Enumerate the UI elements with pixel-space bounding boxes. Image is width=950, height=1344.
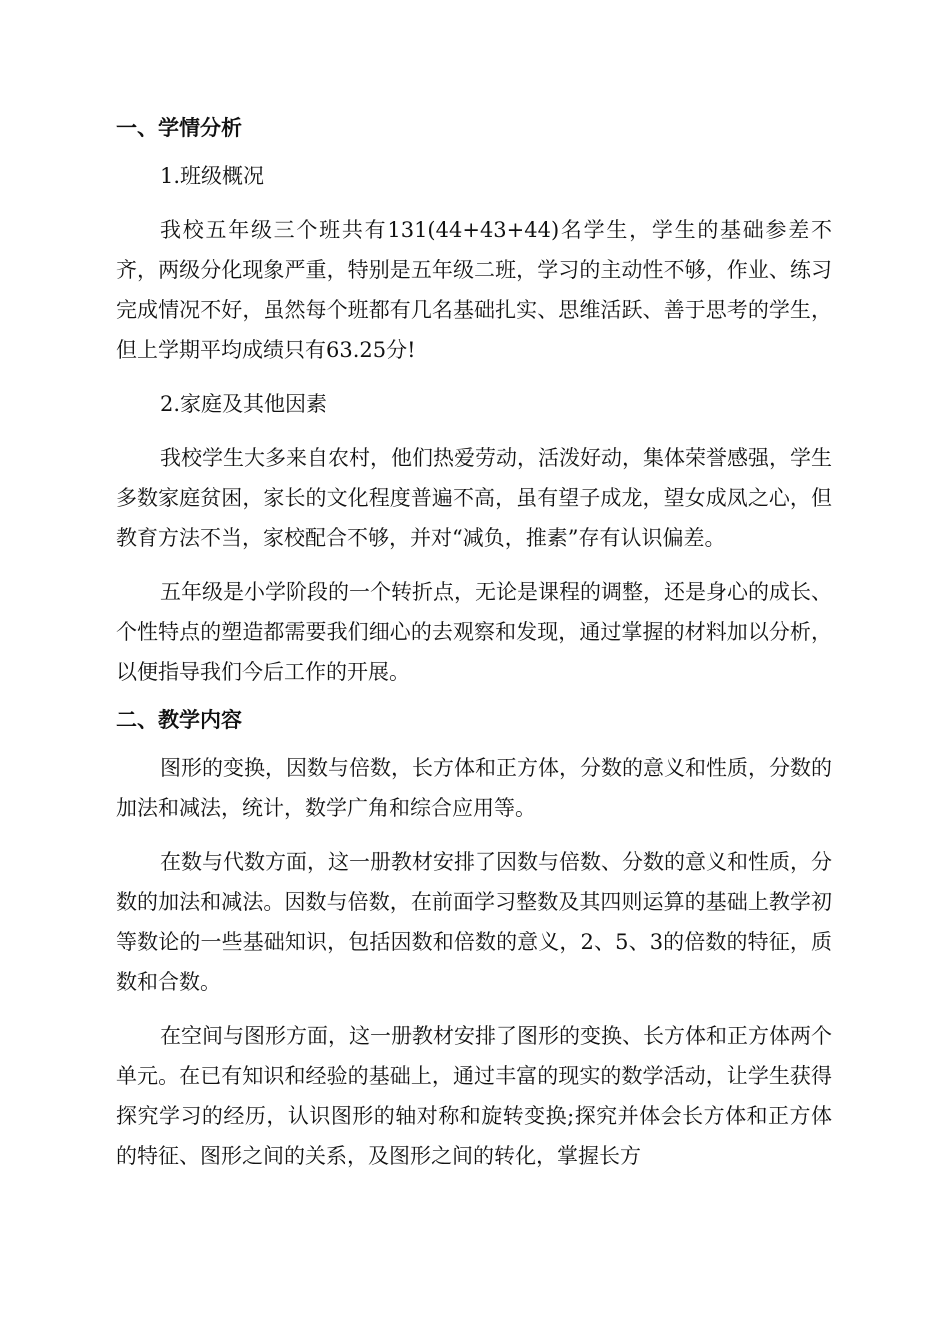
paragraph-space-geometry: 在空间与图形方面，这一册教材安排了图形的变换、长方体和正方体两个单元。在已有知识和经验的基础上，通过丰富的现实的数学活动，让学生获得探究学习的经历，认识图形的轴对称和旋转变换;探究并体会长方体和正方体的特征、图形之间的关系，及图形之间的转化，掌握长方 <box>116 1024 832 1168</box>
subheading-class-overview: 1.班级概况 <box>160 164 265 188</box>
subheading-family-factors: 2.家庭及其他因素 <box>160 392 328 416</box>
paragraph-turning-point: 五年级是小学阶段的一个转折点，无论是课程的调整，还是身心的成长、个性特点的塑造都需要我们细心的去观察和发现，通过掌握的材料加以分析，以便指导我们今后工作的开展。 <box>116 580 832 684</box>
paragraph-family-factors: 我校学生大多来自农村，他们热爱劳动，活泼好动，集体荣誉感强，学生多数家庭贫困，家长的文化程度普遍不高，虽有望子成龙，望女成凤之心，但教育方法不当，家校配合不够，并对“减负，推素”存有认识偏差。 <box>116 446 832 550</box>
paragraph-class-overview: 我校五年级三个班共有131(44+43+44)名学生，学生的基础参差不齐，两级分化现象严重，特别是五年级二班，学习的主动性不够，作业、练习完成情况不好，虽然每个班都有几名基础扎实、思维活跃、善于思考的学生，但上学期平均成绩只有63.25分! <box>116 218 832 362</box>
section-heading-learning-analysis: 一、学情分析 <box>116 116 242 140</box>
paragraph-numbers-algebra: 在数与代数方面，这一册教材安排了因数与倍数、分数的意义和性质，分数的加法和减法。因数与倍数，在前面学习整数及其四则运算的基础上教学初等数论的一些基础知识，包括因数和倍数的意义，2、5、3的倍数的特征，质数和合数。 <box>116 850 832 994</box>
section-heading-teaching-content: 二、教学内容 <box>116 708 242 732</box>
paragraph-content-list: 图形的变换，因数与倍数，长方体和正方体，分数的意义和性质，分数的加法和减法，统计，数学广角和综合应用等。 <box>116 756 832 820</box>
document-page <box>116 108 832 1176</box>
